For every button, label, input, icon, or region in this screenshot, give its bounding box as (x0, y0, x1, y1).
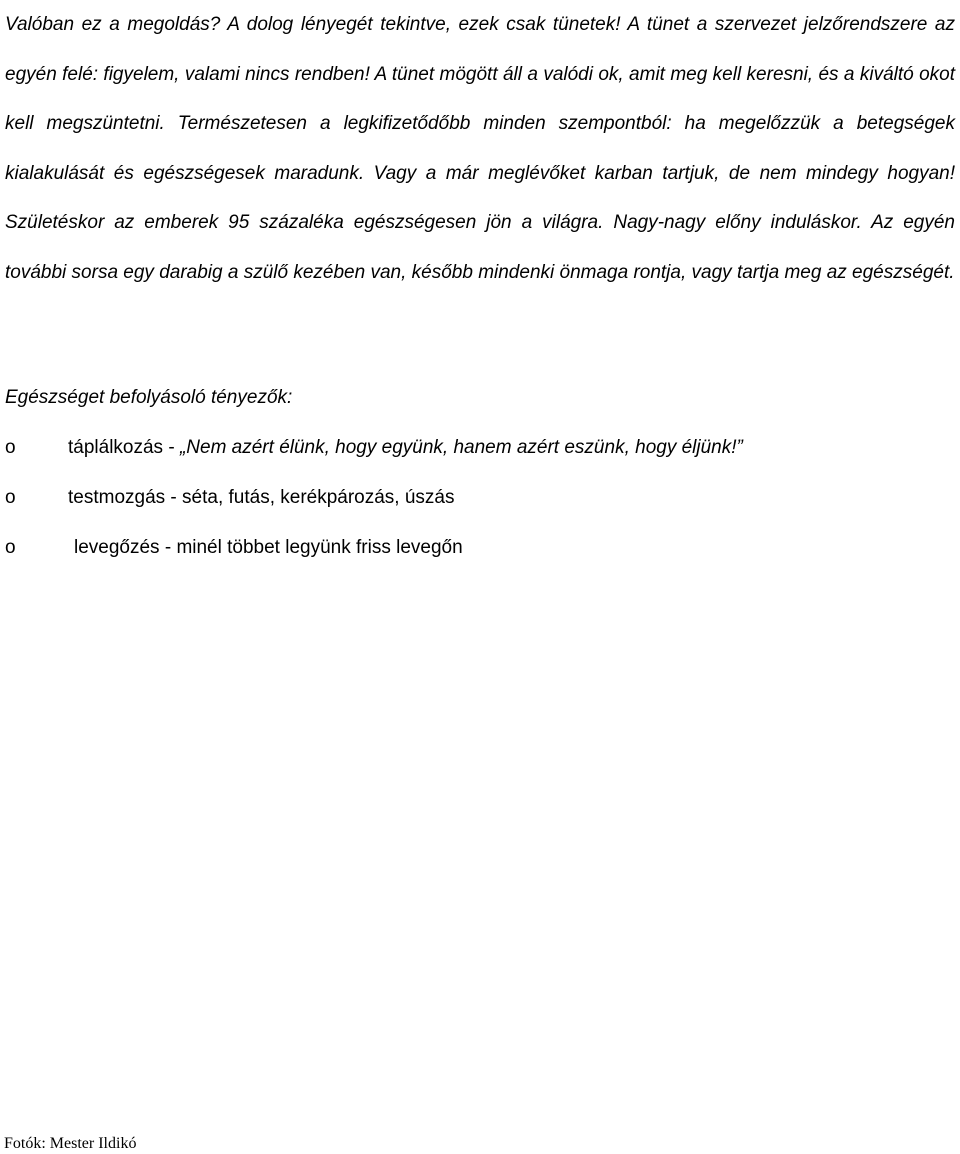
factor-quote: „Nem azért élünk, hogy együnk, hanem azért eszünk, hogy éljünk!” (179, 437, 743, 458)
bullet-icon: o (5, 537, 16, 558)
list-item-nutrition (5, 430, 743, 480)
factor-label: testmozgás - séta, futás, kerékpározás, úszás (68, 487, 455, 508)
health-factors-list (5, 430, 743, 580)
factor-label: táplálkozás - (68, 437, 180, 458)
factor-label: levegőzés - minél többet legyünk friss levegőn (74, 537, 463, 558)
body-paragraph: Valóban ez a megoldás? A dolog lényegét tekintve, ezek csak tünetek! A tünet a szervezet jelzőrendszere az egyén felé: figyelem, valami nincs rendben! A tünet mögött áll a valódi ok, amit meg kell keresni, és a kiváltó okot kell megszüntetni. Természetesen a legkifizetődőbb minden szempontból: ha megelőzzük a betegségek kialakulását és egészségesek maradunk. Vagy a már meglévőket karban tartjuk, de nem mindegy hogyan! Születéskor az emberek 95 százaléka egészségesen jön a világra. Nagy-nagy előny induláskor. Az egyén további sorsa egy darabig a szülő kezében van, később mindenki önmaga rontja, vagy tartja meg az egészségét. (5, 14, 955, 283)
photo-credit: Fotók: Mester Ildikó (4, 1135, 137, 1152)
section-title: Egészséget befolyásoló tényezők: (5, 387, 293, 408)
bullet-icon: o (5, 437, 16, 458)
bullet-icon: o (5, 487, 16, 508)
list-item-fresh-air (5, 530, 743, 580)
list-item-exercise (5, 480, 743, 530)
